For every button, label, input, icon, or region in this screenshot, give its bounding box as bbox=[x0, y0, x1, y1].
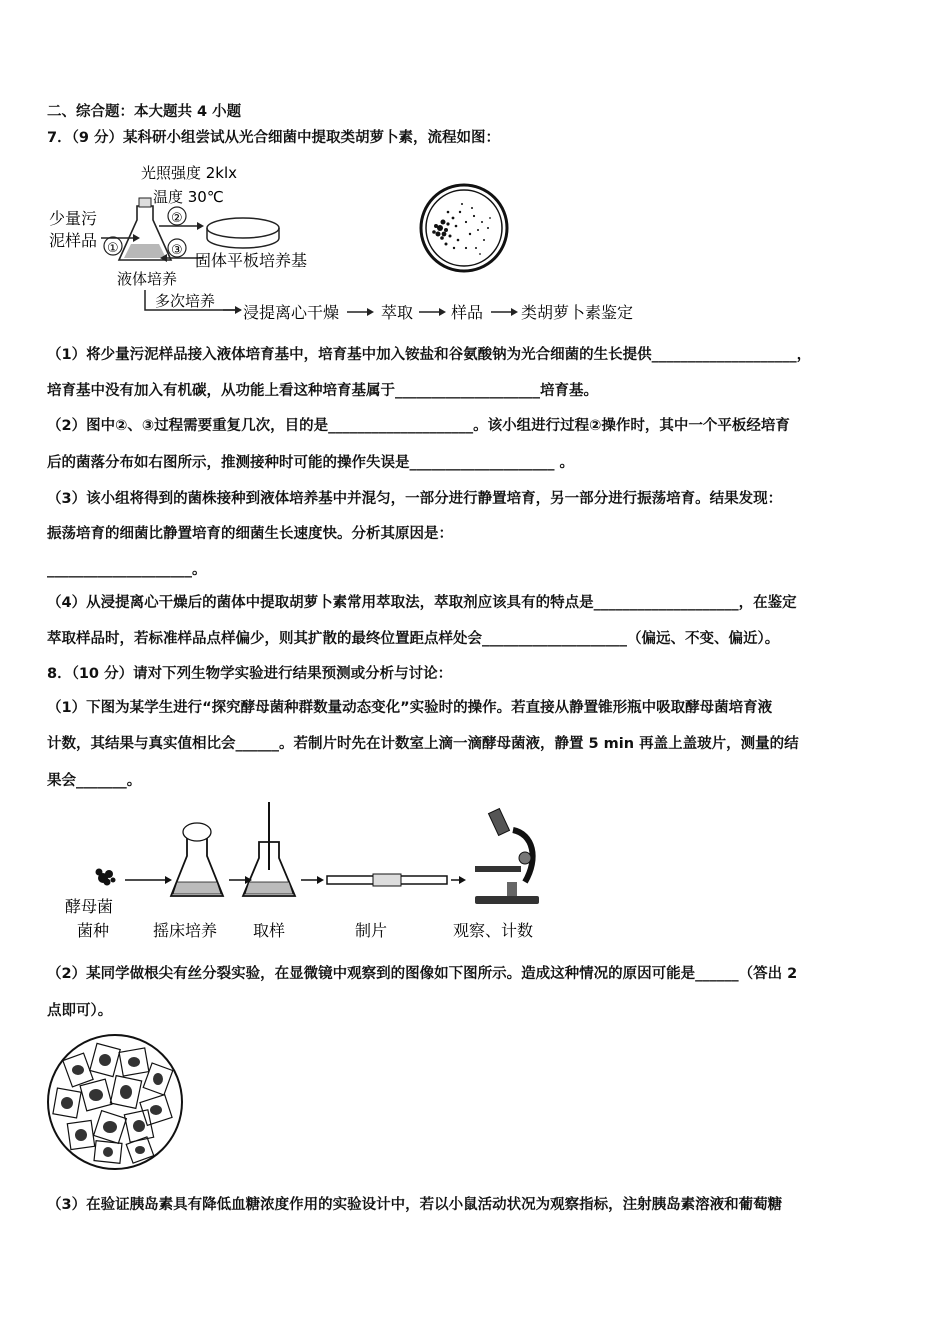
label-slide: 制片 bbox=[355, 921, 388, 940]
arrowhead-to-slide bbox=[317, 876, 324, 884]
arrowhead-to-observe bbox=[459, 876, 466, 884]
flow-yangpin-label: 样品 bbox=[451, 303, 484, 322]
section-heading: 二、综合题：本大题共 4 小题 bbox=[47, 104, 242, 120]
step2-label: ② bbox=[171, 211, 183, 226]
plate-rim bbox=[421, 185, 507, 271]
colony-dots bbox=[432, 203, 491, 255]
root-tip-micrograph bbox=[45, 1032, 185, 1172]
flask-stopper bbox=[139, 198, 151, 207]
q8-p3-line1: （3）在验证胰岛素具有降低血糖浓度作用的实验设计中，若以小鼠活动状况为观察指标，注射胰岛素溶液和葡萄糖 bbox=[47, 1197, 783, 1213]
flow-plate-label: 固体平板培养基 bbox=[195, 251, 308, 270]
label-yeast-2: 菌种 bbox=[77, 921, 110, 940]
q7-title: 7．（9 分）某科研小组尝试从光合细菌中提取类胡萝卜素，流程如图： bbox=[47, 130, 500, 146]
q7-flow-diagram bbox=[45, 158, 685, 328]
flow-liquid-label: 液体培养 bbox=[117, 270, 178, 288]
q7-p3-line1: （3）该小组将得到的菌株接种到液体培养基中并混匀，一部分进行静置培育，另一部分进行振荡培育。结果发现： bbox=[47, 491, 783, 507]
q7-p1-line2: 培育基中没有加入有机碳，从功能上看这种培育基属于____________________培育基。 bbox=[47, 383, 598, 399]
petri-dish-icon bbox=[207, 218, 279, 238]
arrowhead-to-cuiqu bbox=[367, 308, 374, 316]
flask-medium bbox=[173, 882, 221, 894]
flow-sample-label-2: 泥样品 bbox=[49, 231, 98, 250]
colony-plate-figure bbox=[418, 182, 510, 274]
coverslip bbox=[373, 874, 401, 886]
q7-p3-line3: ____________________。 bbox=[47, 562, 207, 578]
q7-p2-line2: 后的菌落分布如右图所示，推测接种时可能的操作失误是____________________ 。 bbox=[47, 455, 575, 471]
cotton-plug bbox=[183, 823, 211, 841]
q8-p2-line1: （2）某同学做根尖有丝分裂实验，在显微镜中观察到的图像如下图所示。造成这种情况的原因可能是______（答出 2 bbox=[47, 966, 798, 982]
label-sample: 取样 bbox=[253, 921, 286, 940]
yeast-experiment-figure bbox=[55, 800, 565, 945]
q8-title: 8．（10 分）请对下列生物学实验进行结果预测或分析与讨论： bbox=[47, 666, 453, 682]
step2-arrowhead bbox=[197, 222, 204, 230]
flow-cuiqu-label: 萃取 bbox=[381, 303, 414, 322]
flask-liquid bbox=[124, 244, 166, 258]
flow-identify-label: 类胡萝卜素鉴定 bbox=[521, 303, 634, 322]
flow-temp-label: 温度 30℃ bbox=[153, 188, 224, 206]
flow-multi-label: 多次培养 bbox=[155, 292, 216, 310]
q8-p2-line2: 点即可）。 bbox=[47, 1003, 113, 1019]
step3-label: ③ bbox=[171, 243, 183, 258]
sample-flask-medium bbox=[245, 882, 293, 894]
q7-p2-line1: （2）图中②、③过程需要重复几次，目的是____________________。该小组进行过程②操作时，其中一个平板经培育 bbox=[47, 418, 790, 434]
microscope-icon bbox=[475, 809, 539, 904]
q7-p4-line1: （4）从浸提离心干燥后的菌体中提取胡萝卜素常用萃取法，萃取剂应该具有的特点是____________________，在鉴定 bbox=[47, 595, 797, 611]
label-observe: 观察、计数 bbox=[453, 921, 534, 940]
flow-light-label: 光照强度 2klx bbox=[141, 164, 238, 182]
q8-p1-line3: 果会_______。 bbox=[47, 773, 142, 789]
arrowhead-to-yangpin bbox=[439, 308, 446, 316]
q8-p1-line1: （1）下图为某学生进行“探究酵母菌种群数量动态变化”实验时的操作。若直接从静置锥形瓶中吸取酵母菌培育液 bbox=[47, 700, 773, 716]
step1-label: ① bbox=[107, 241, 119, 256]
flow-arrowhead-1 bbox=[133, 234, 140, 242]
arrowhead-to-shake bbox=[165, 876, 172, 884]
flow-extract-label: 浸提离心干燥 bbox=[243, 303, 340, 322]
q8-p1-line2: 计数，其结果与真实值相比会______。若制片时先在计数室上滴一滴酵母菌液，静置 5 min 再盖上盖玻片，测量的结 bbox=[47, 736, 799, 752]
q7-p1-line1: （1）将少量污泥样品接入液体培育基中，培育基中加入铵盐和谷氨酸钠为光合细菌的生长提供____________________， bbox=[47, 347, 812, 363]
q7-p4-line2: 萃取样品时，若标准样品点样偏少，则其扩散的最终位置距点样处会____________________（偏远、不变、偏近）。 bbox=[47, 631, 780, 647]
q7-p3-line2: 振荡培育的细菌比静置培育的细菌生长速度快。分析其原因是： bbox=[47, 526, 453, 542]
multi-arrowhead bbox=[235, 306, 242, 314]
flow-sample-label-1: 少量污 bbox=[49, 209, 98, 228]
yeast-cluster-icon bbox=[96, 869, 116, 886]
label-shake: 摇床培养 bbox=[153, 921, 218, 940]
label-yeast-1: 酵母菌 bbox=[65, 897, 114, 916]
arrowhead-to-identify bbox=[511, 308, 518, 316]
